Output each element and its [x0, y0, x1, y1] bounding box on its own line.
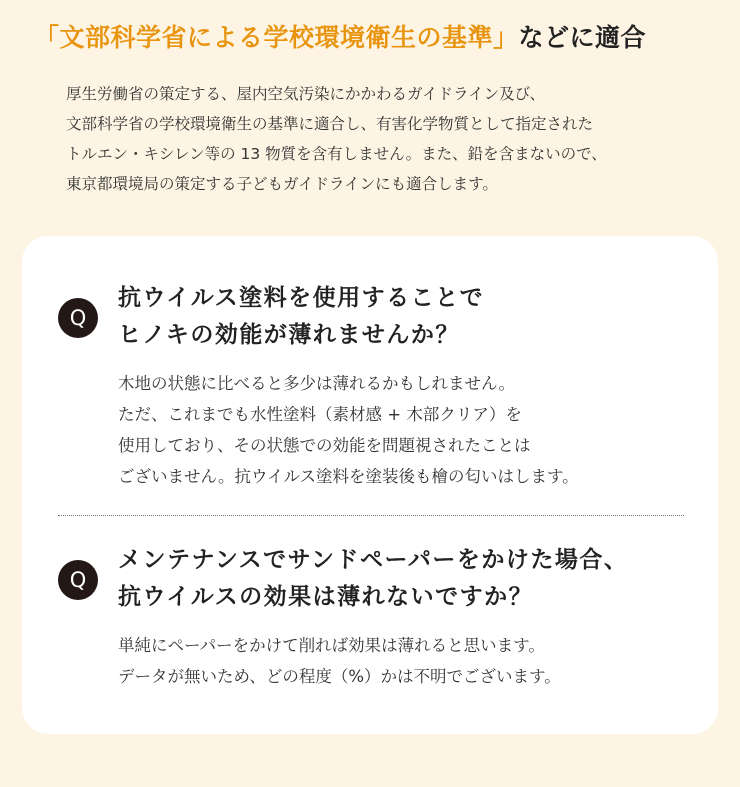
heading-accent: 「文部科学省による学校環境衛生の基準」 — [34, 23, 519, 52]
answer-line: ございません。抗ウイルス塗料を塗装後も檜の匂いはします。 — [118, 467, 579, 486]
intro-line: 東京都環境局の策定する子どもガイドラインにも適合します。 — [66, 175, 498, 193]
question-line: 抗ウイルス塗料を使用することで — [118, 285, 485, 311]
heading-rest: などに適合 — [518, 23, 647, 52]
intro-line: トルエン・キシレン等の 13 物質を含有しません。また、鉛を含まないので、 — [66, 145, 607, 163]
faq-card — [22, 236, 718, 734]
faq-divider — [58, 515, 684, 516]
answer-line: 木地の状態に比べると多少は薄れるかもしれません。 — [118, 374, 515, 393]
faq-question — [118, 542, 708, 616]
question-badge-icon: Q — [58, 298, 98, 338]
question-badge-icon: Q — [58, 560, 98, 600]
question-line: ヒノキの効能が薄れませんか？ — [118, 322, 460, 348]
faq-question — [118, 280, 708, 354]
question-line: メンテナンスでサンドペーパーをかけた場合、 — [118, 547, 629, 573]
answer-line: 使用しており、その状態での効能を問題視されたことは — [118, 436, 531, 455]
answer-line: ただ、これまでも水性塗料（素材感 + 木部クリア）を — [118, 405, 522, 424]
intro-line: 厚生労働省の策定する、屋内空気汚染にかかわるガイドライン及び、 — [66, 85, 545, 103]
faq-answer — [118, 368, 708, 492]
question-line: 抗ウイルスの効果は薄れないですか？ — [118, 584, 534, 610]
faq-answer — [118, 630, 708, 692]
answer-line: 単純にペーパーをかけて削れば効果は薄れると思います。 — [118, 636, 545, 655]
intro-line: 文部科学省の学校環境衛生の基準に適合し、有害化学物質として指定された — [66, 115, 594, 133]
answer-line: データが無いため、どの程度（%）かは不明でございます。 — [118, 667, 561, 686]
section-heading — [34, 20, 734, 56]
intro-paragraph — [66, 79, 716, 199]
